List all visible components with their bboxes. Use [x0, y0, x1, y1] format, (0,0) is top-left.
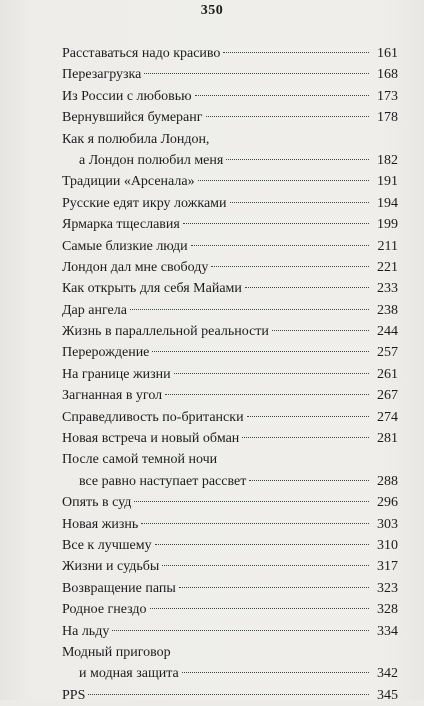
toc-line[interactable] — [62, 556, 398, 577]
toc-entry[interactable] — [62, 578, 398, 599]
toc-title: Традиции «Арсенала» — [62, 174, 195, 190]
toc-line[interactable] — [62, 685, 398, 706]
toc-entry[interactable] — [62, 300, 398, 321]
dot-leader — [249, 480, 369, 481]
toc-line[interactable] — [62, 86, 398, 107]
toc-entry[interactable] — [62, 43, 398, 64]
toc-entry[interactable] — [62, 407, 398, 428]
toc-title: Загнанная в угол — [62, 388, 163, 404]
toc-title: Ярмарка тщеславия — [62, 217, 180, 233]
toc-title: Модный приговор — [62, 644, 171, 660]
toc-line[interactable] — [62, 150, 398, 171]
toc-page-number: 191 — [377, 174, 398, 190]
toc-title: Жизни и судьбы — [62, 559, 160, 575]
dot-leader — [230, 202, 369, 203]
toc-page-number: 267 — [377, 388, 398, 404]
dot-leader — [141, 523, 369, 524]
toc-entry[interactable] — [62, 535, 398, 556]
toc-page-number: 257 — [377, 345, 398, 361]
dot-leader — [112, 630, 369, 631]
dot-leader — [206, 116, 370, 117]
toc-page-number: 161 — [377, 46, 398, 61]
toc-title: Из России с любовью — [62, 88, 192, 104]
toc-page-number: 221 — [377, 259, 398, 275]
table-of-contents — [62, 43, 398, 706]
dot-leader — [272, 330, 369, 331]
toc-entry[interactable] — [62, 278, 398, 299]
toc-line[interactable] — [62, 236, 398, 257]
toc-entry[interactable] — [62, 129, 398, 172]
toc-title: PPS — [62, 687, 86, 703]
toc-title: Справедливость по-британски — [62, 409, 244, 425]
dot-leader — [211, 266, 369, 267]
toc-line[interactable] — [62, 171, 398, 192]
dot-leader — [242, 437, 369, 438]
toc-entry[interactable] — [62, 492, 398, 513]
dot-leader — [144, 73, 369, 74]
toc-entry[interactable] — [62, 193, 398, 214]
toc-title: Вернувшийся бумеранг — [62, 110, 203, 126]
toc-title: Русские едят икру ложками — [62, 195, 227, 211]
toc-title: На границе жизни — [62, 366, 171, 382]
toc-title: Перерождение — [62, 345, 150, 361]
toc-entry[interactable] — [62, 342, 398, 363]
toc-title: Жизнь в параллельной реальности — [62, 324, 269, 340]
toc-entry[interactable] — [62, 107, 398, 128]
toc-line[interactable] — [62, 663, 398, 684]
dot-leader — [223, 52, 369, 53]
dot-leader — [134, 501, 369, 502]
toc-title: Самые близкие люди — [62, 238, 188, 254]
toc-title: Лондон дал мне свободу — [62, 259, 209, 275]
toc-page-number: 281 — [377, 431, 398, 447]
toc-line[interactable] — [62, 107, 398, 128]
dot-leader — [182, 672, 369, 673]
toc-title: Новая жизнь — [62, 516, 139, 532]
toc-line[interactable] — [62, 300, 398, 321]
toc-line-continued[interactable] — [62, 129, 398, 150]
toc-entry[interactable] — [62, 64, 398, 85]
toc-line[interactable] — [62, 514, 398, 535]
toc-entry[interactable] — [62, 171, 398, 192]
page-number: 350 — [200, 3, 224, 18]
toc-line[interactable] — [62, 621, 398, 642]
toc-page-number: 194 — [377, 195, 398, 211]
toc-page-number: 342 — [377, 666, 398, 682]
toc-page-number: 182 — [377, 152, 398, 168]
toc-title: Перезагрузка — [62, 67, 142, 83]
toc-line[interactable] — [62, 599, 398, 620]
dot-leader — [174, 373, 369, 374]
toc-line[interactable] — [62, 385, 398, 406]
dot-leader — [88, 694, 369, 695]
toc-entry[interactable] — [62, 236, 398, 257]
dot-leader — [179, 587, 369, 588]
toc-line[interactable] — [62, 535, 398, 556]
toc-entry[interactable] — [62, 214, 398, 235]
toc-line[interactable] — [62, 64, 398, 85]
toc-line[interactable] — [62, 321, 398, 342]
toc-entry[interactable] — [62, 599, 398, 620]
toc-entry[interactable] — [62, 257, 398, 278]
dot-leader — [165, 394, 369, 395]
dot-leader — [195, 95, 369, 96]
toc-line[interactable] — [62, 43, 398, 64]
toc-page-number: 211 — [377, 238, 398, 254]
toc-page-number: 310 — [377, 537, 398, 553]
toc-page-number: 345 — [377, 687, 398, 703]
toc-title: На льду — [62, 623, 110, 639]
toc-page-number: 323 — [377, 580, 398, 596]
toc-entry[interactable] — [62, 364, 398, 385]
toc-entry[interactable] — [62, 514, 398, 535]
dot-leader — [245, 287, 369, 288]
dot-leader — [130, 309, 369, 310]
toc-page-number: 328 — [377, 602, 398, 618]
dot-leader — [162, 565, 369, 566]
toc-page-number: 261 — [377, 366, 398, 382]
toc-entry[interactable] — [62, 428, 398, 449]
toc-page-number: 238 — [377, 302, 398, 318]
dot-leader — [155, 544, 369, 545]
toc-line-continued[interactable] — [62, 642, 398, 663]
dot-leader — [152, 351, 369, 352]
toc-title: Новая встреча и новый обман — [62, 431, 240, 447]
toc-page-number: 288 — [377, 473, 398, 489]
toc-line[interactable] — [62, 471, 398, 492]
toc-title: а Лондон полюбил меня — [79, 152, 224, 168]
dot-leader — [191, 245, 369, 246]
toc-title: Возвращение папы — [62, 580, 176, 596]
toc-title: Как я полюбила Лондон, — [62, 131, 210, 147]
toc-entry[interactable] — [62, 642, 398, 685]
toc-line-continued[interactable] — [62, 449, 398, 470]
toc-page-number: 199 — [377, 217, 398, 233]
toc-entry[interactable] — [62, 86, 398, 107]
toc-entry[interactable] — [62, 685, 398, 706]
toc-line[interactable] — [62, 407, 398, 428]
toc-title: Все к лучшему — [62, 537, 152, 553]
toc-line[interactable] — [62, 492, 398, 513]
dot-leader — [183, 223, 369, 224]
toc-title: Родное гнездо — [62, 602, 147, 618]
toc-line[interactable] — [62, 193, 398, 214]
toc-page-number: 274 — [377, 409, 398, 425]
dot-leader — [198, 180, 369, 181]
toc-entry[interactable] — [62, 385, 398, 406]
toc-line[interactable] — [62, 364, 398, 385]
toc-page-number: 296 — [377, 495, 398, 511]
toc-title: Опять в суд — [62, 495, 132, 511]
toc-entry[interactable] — [62, 449, 398, 492]
toc-title: Дар ангела — [62, 302, 127, 318]
toc-page-number: 303 — [377, 516, 398, 532]
toc-title: Как открыть для себя Майами — [62, 281, 242, 297]
toc-page-number: 178 — [377, 110, 398, 126]
toc-line[interactable] — [62, 342, 398, 363]
dot-leader — [247, 416, 369, 417]
toc-title: Расставаться надо красиво — [62, 46, 221, 61]
dot-leader — [150, 608, 369, 609]
toc-entry[interactable] — [62, 321, 398, 342]
toc-page-number: 317 — [377, 559, 398, 575]
toc-page-number: 173 — [377, 88, 398, 104]
toc-title: и модная защита — [79, 666, 179, 682]
toc-title: После самой темной ночи — [62, 452, 218, 468]
toc-page-number: 244 — [377, 324, 398, 340]
toc-page-number: 334 — [377, 623, 398, 639]
toc-entry[interactable] — [62, 621, 398, 642]
toc-line[interactable] — [62, 428, 398, 449]
toc-line[interactable] — [62, 278, 398, 299]
toc-line[interactable] — [62, 214, 398, 235]
toc-line[interactable] — [62, 257, 398, 278]
toc-entry[interactable] — [62, 556, 398, 577]
toc-page-number: 233 — [377, 281, 398, 297]
toc-line[interactable] — [62, 578, 398, 599]
toc-title: все равно наступает рассвет — [79, 473, 247, 489]
toc-page-number: 168 — [377, 67, 398, 83]
dot-leader — [226, 159, 369, 160]
